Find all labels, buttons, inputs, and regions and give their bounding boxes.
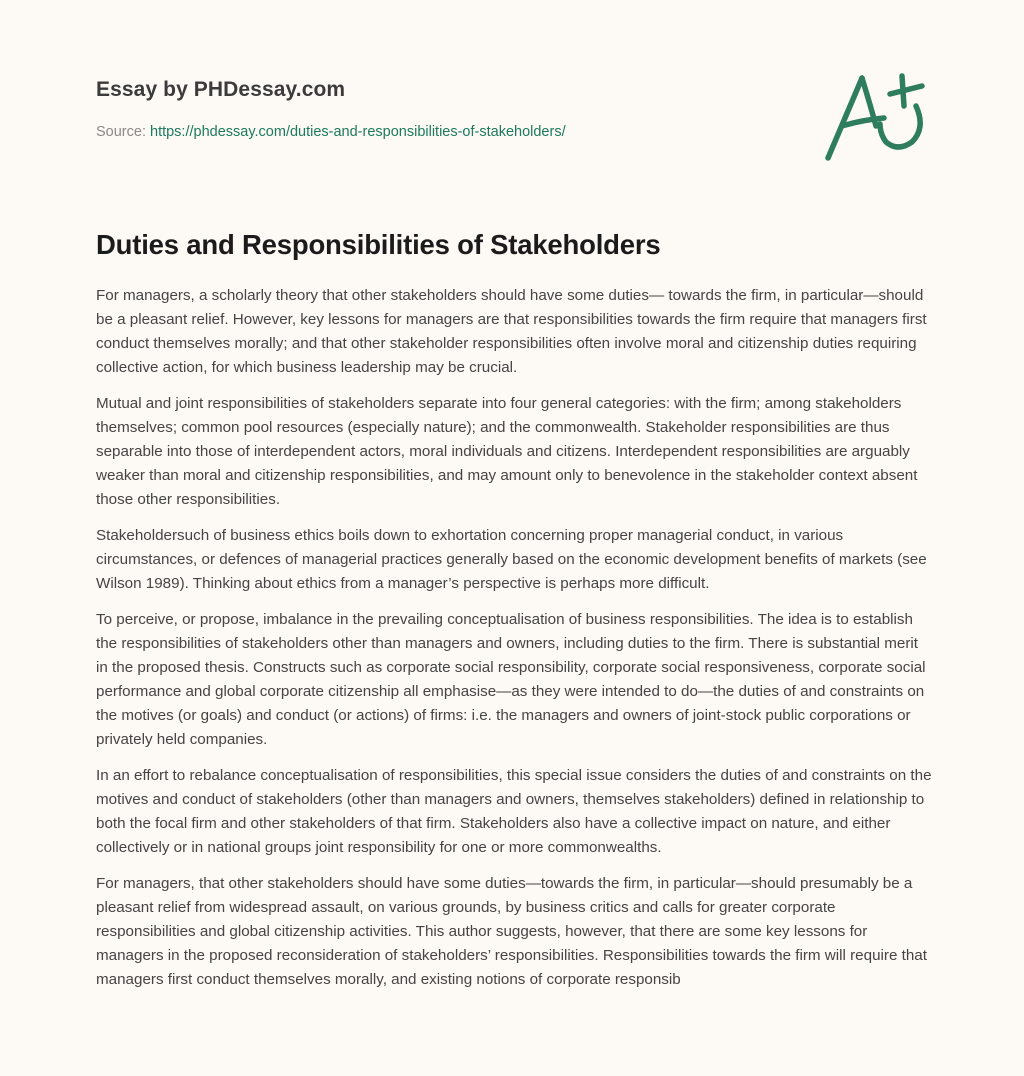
paragraph: For managers, that other stakeholders should have some duties—towards the firm, in particular—should presumably be a pleasant relief from widespread assault, on various grounds, by business critics and calls for greater corporate responsibilities and global citizenship activities. This author suggests, however, that there are some key lessons for managers in the proposed reconsideration of stakeholders’ responsibilities. Responsibilities towards the firm will require that managers first conduct themselves morally, and existing notions of corporate responsib — [96, 875, 927, 988]
site-brand: Essay by PHDessay.com — [96, 78, 346, 101]
paragraph: Mutual and joint responsibilities of stakeholders separate into four general categories: with the firm; among stakeholders themselves; common pool resources (especially nature); and the commonwealth. Stakeholder responsibilities are thus separable into those of interdependent actors, moral individuals and citizens. Interdependent responsibilities are arguably weaker than moral and citizenship responsibilities, and may amount only to benevolence in the stakeholder context absent those other responsibilities. — [96, 395, 918, 508]
paragraph: In an effort to rebalance conceptualisation of responsibilities, this special issue considers the duties of and constraints on the motives and conduct of stakeholders (other than managers and owners, themselves stakeholders) defined in relationship to both the focal firm and other stakeholders of that firm. Stakeholders also have a collective impact on nature, and either collectively or in national groups joint responsibility for one or more commonwealths. — [96, 767, 932, 856]
paragraph: For managers, a scholarly theory that other stakeholders should have some duties— towards the firm, in particular—should be a pleasant relief. However, key lessons for managers are that responsibilities towards the firm require that managers first conduct themselves morally; and that other stakeholder responsibilities often involve moral and citizenship duties requiring collective action, for which business leadership may be crucial. — [96, 287, 927, 376]
source-line — [96, 122, 796, 142]
page-header — [96, 76, 796, 142]
article-body — [96, 284, 932, 1004]
source-link[interactable]: https://phdessay.com/duties-and-responsibilities-of-stakeholders/ — [150, 124, 566, 140]
a-plus-grade-icon — [818, 64, 934, 168]
paragraph: To perceive, or propose, imbalance in the prevailing conceptualisation of business responsibilities. The idea is to establish the responsibilities of stakeholders other than managers and owners, including duties to the firm. There is substantial merit in the proposed thesis. Constructs such as corporate social responsibility, corporate social responsiveness, corporate social performance and global corporate citizenship all emphasise—as they were intended to do—the duties of and constraints on the motives (or goals) and conduct (or actions) of firms: i.e. the managers and owners of joint-stock public corporations or privately held companies. — [96, 611, 926, 748]
article-title: Duties and Responsibilities of Stakeholders — [96, 229, 661, 260]
paragraph: Stakeholdersuch of business ethics boils down to exhortation concerning proper managerial conduct, in various circumstances, or defences of managerial practices generally based on the economic development benefits of markets (see Wilson 1989). Thinking about ethics from a manager’s perspective is perhaps more difficult. — [96, 527, 927, 592]
source-label: Source: — [96, 124, 150, 140]
